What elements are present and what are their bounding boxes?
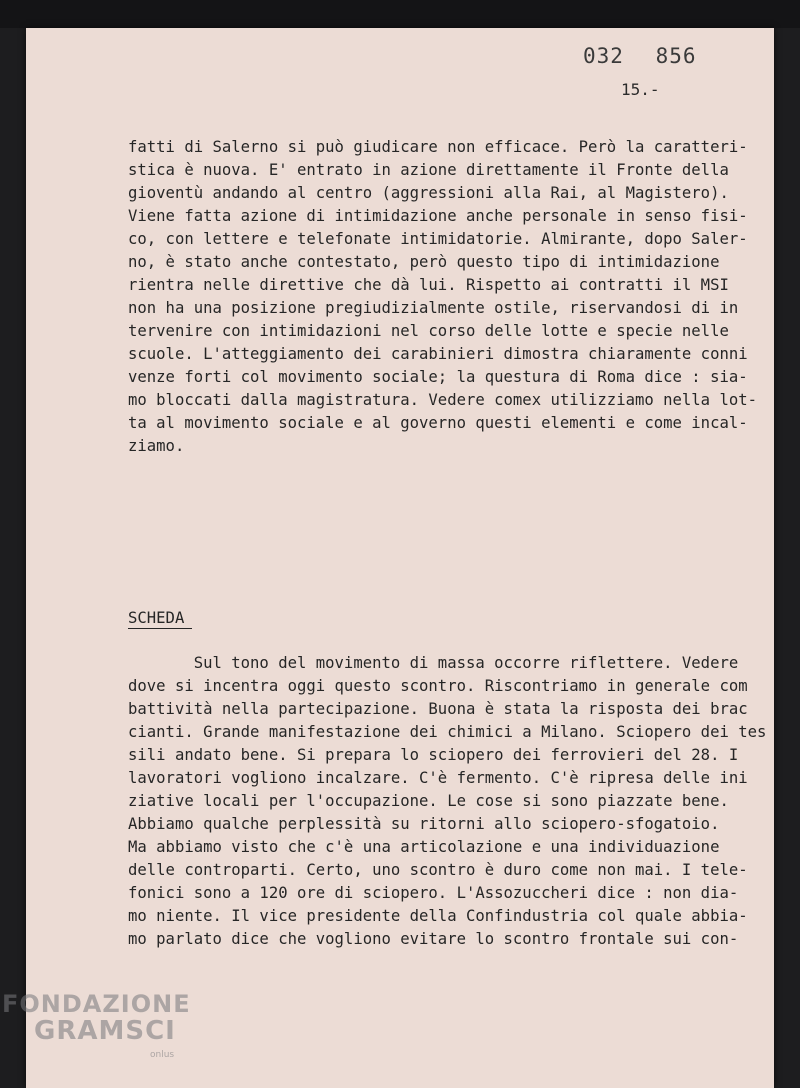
text-line: dove si incentra oggi questo scontro. Riscontriamo in generale com [128, 677, 748, 695]
text-line: mo bloccati dalla magistratura. Vedere comex utilizziamo nella lot- [128, 391, 758, 409]
text-line: gioventù andando al centro (aggressioni alla Rai, al Magistero). [128, 184, 729, 202]
watermark-line-3: onlus [150, 1050, 175, 1060]
text-line: sili andato bene. Si prepara lo sciopero dei ferrovieri del 28. I [128, 746, 739, 764]
text-line: fonici sono a 120 ore di sciopero. L'Assozuccheri dice : non dia- [128, 884, 739, 902]
text-line: rientra nelle direttive che dà lui. Rispetto ai contratti il MSI [128, 276, 729, 294]
text-line: Viene fatta azione di intimidazione anche personale in senso fisi- [128, 207, 748, 225]
text-line: cianti. Grande manifestazione dei chimici a Milano. Sciopero dei tes [128, 723, 767, 741]
text-line: no, è stato anche contestato, però questo tipo di intimidazione [128, 253, 720, 271]
page-number: 15.- [621, 80, 660, 99]
text-line: stica è nuova. E' entrato in azione direttamente il Fronte della [128, 161, 729, 179]
scanner-background [0, 0, 800, 28]
watermark-logo [2, 990, 191, 1060]
text-line: ziative locali per l'occupazione. Le cose si sono piazzate bene. [128, 792, 729, 810]
watermark-line-2: GRAMSCI [34, 1016, 176, 1046]
text-line: Sul tono del movimento di massa occorre riflettere. Vedere [128, 654, 739, 672]
text-line: non ha una posizione pregiudizialmente ostile, riservandosi di in [128, 299, 739, 317]
text-line: lavoratori vogliono incalzare. C'è fermento. C'è ripresa delle ini [128, 769, 748, 787]
text-line: venze forti col movimento sociale; la questura di Roma dice : sia- [128, 368, 748, 386]
text-line: Abbiamo qualche perplessità su ritorni allo sciopero-sfogatoio. [128, 815, 720, 833]
text-line: mo parlato dice che vogliono evitare lo scontro frontale sui con- [128, 930, 739, 948]
text-line: co, con lettere e telefonate intimidatorie. Almirante, dopo Saler- [128, 230, 748, 248]
text-line: ta al movimento sociale e al governo questi elementi e come incal- [128, 414, 748, 432]
text-line: scuole. L'atteggiamento dei carabinieri dimostra chiaramente conni [128, 345, 748, 363]
text-line: Ma abbiamo visto che c'è una articolazione e una individuazione [128, 838, 720, 856]
text-line: fatti di Salerno si può giudicare non efficace. Però la caratteri- [128, 138, 748, 156]
paragraph-2 [128, 652, 768, 951]
text-line: battività nella partecipazione. Buona è stata la risposta dei brac [128, 700, 748, 718]
text-line: mo niente. Il vice presidente della Confindustria col quale abbia- [128, 907, 748, 925]
text-line: tervenire con intimidazioni nel corso delle lotte e specie nelle [128, 322, 729, 340]
archive-stamp-number: 032 856 [583, 44, 697, 68]
watermark-line-1: FONDAZIONE [2, 990, 191, 1018]
section-heading: SCHEDA [128, 608, 192, 629]
paragraph-1 [128, 136, 768, 458]
text-line: delle controparti. Certo, uno scontro è duro come non mai. I tele- [128, 861, 748, 879]
text-line: ziamo. [128, 437, 185, 455]
